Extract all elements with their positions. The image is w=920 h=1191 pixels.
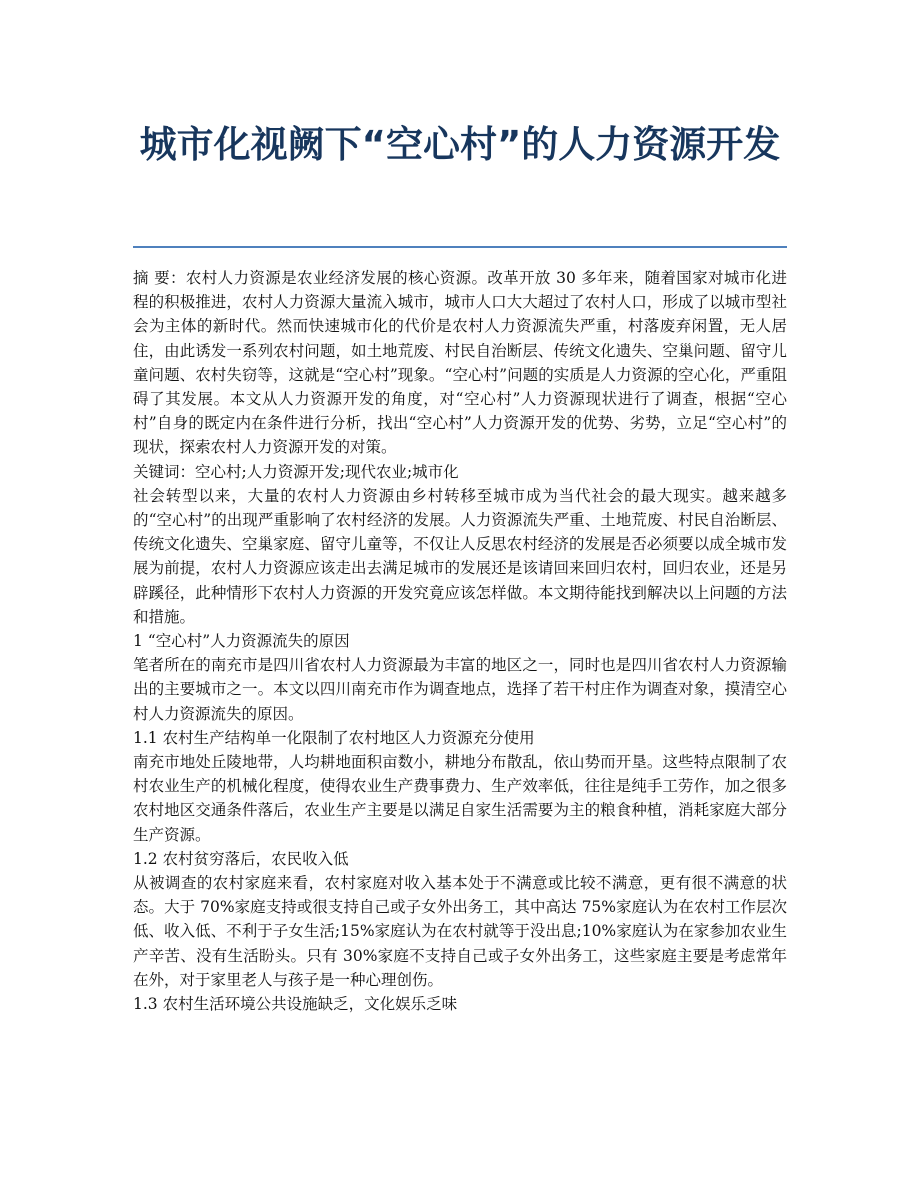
intro-paragraph: 社会转型以来，大量的农村人力资源由乡村转移至城市成为当代社会的最大现实。越来越多的“空心村”的出现严重影响了农村经济的发展。人力资源流失严重、土地荒废、村民自治断层、传统文化遗失、空巢家庭、留守儿童等，不仅让人反思农村经济的发展是否必须要以成全城市发展为前提，农村人力资源应该走出去满足城市的发展还是该请回来回归农村，回归农业，还是另辟蹊径，此种情形下农村人力资源的开发究竟应该怎样做。本文期待能找到解决以上问题的方法和措施。	[133, 486, 787, 626]
document-body	[133, 266, 787, 1016]
section-1-1-paragraph: 南充市地处丘陵地带，人均耕地面积亩数小，耕地分布散乱，依山势而开垦。这些特点限制了农村农业生产的机械化程度，使得农业生产费事费力、生产效率低，往往是纯手工劳作，加之很多农村地区交通条件落后，农业生产主要是以满足自家生活需要为主的粮食种植，消耗家庭大部分生产资源。	[133, 753, 787, 844]
section-1-3-heading: 1.3 农村生活环境公共设施缺乏，文化娱乐乏味	[133, 995, 458, 1014]
section-1-paragraph: 笔者所在的南充市是四川省农村人力资源最为丰富的地区之一，同时也是四川省农村人力资源输出的主要城市之一。本文以四川南充市作为调查地点，选择了若干村庄作为调查对象，摸清空心村人力资源流失的原因。	[133, 656, 787, 723]
section-1-heading: 1 “空心村”人力资源流失的原因	[133, 632, 350, 651]
section-1-1-heading: 1.1 农村生产结构单一化限制了农村地区人力资源充分使用	[133, 728, 535, 747]
document-title: 城市化视阙下“空心村”的人力资源开发	[139, 123, 781, 166]
abstract-paragraph: 摘 要：农村人力资源是农业经济发展的核心资源。改革开放 30 多年来，随着国家对城市化进程的积极推进，农村人力资源大量流入城市，城市人口大大超过了农村人口，形成了以城市型社会为主体的新时代。然而快速城市化的代价是农村人力资源流失严重，村落废弃闲置，无人居住，由此诱发一系列农村问题，如土地荒废、村民自治断层、传统文化遗失、空巢问题、留守儿童问题、农村失窃等，这就是“空心村”现象。“空心村”问题的实质是人力资源的空心化，严重阻碍了其发展。本文从人力资源开发的角度，对“空心村”人力资源现状进行了调查，根据“空心村”自身的既定内在条件进行分析，找出“空心村”人力资源开发的优势、劣势，立足“空心村”的现状，探索农村人力资源开发的对策。	[133, 269, 787, 457]
keywords-line: 关键词：空心村;人力资源开发;现代农业;城市化	[133, 462, 459, 481]
title-divider	[133, 246, 787, 248]
section-1-2-paragraph: 从被调查的农村家庭来看，农村家庭对收入基本处于不满意或比较不满意，更有很不满意的状态。大于 70%家庭支持或很支持自己或子女外出务工，其中高达 75%家庭认为在农村工作层次低、收入低、不利于子女生活;15%家庭认为在农村就等于没出息;10%家庭认为在家参加农业生产辛苦、没有生活盼头。只有 30%家庭不支持自己或子女外出务工，这些家庭主要是考虑常年在外，对于家里老人与孩子是一种心理创伤。	[133, 874, 787, 989]
section-1-2-heading: 1.2 农村贫穷落后，农民收入低	[133, 849, 349, 868]
